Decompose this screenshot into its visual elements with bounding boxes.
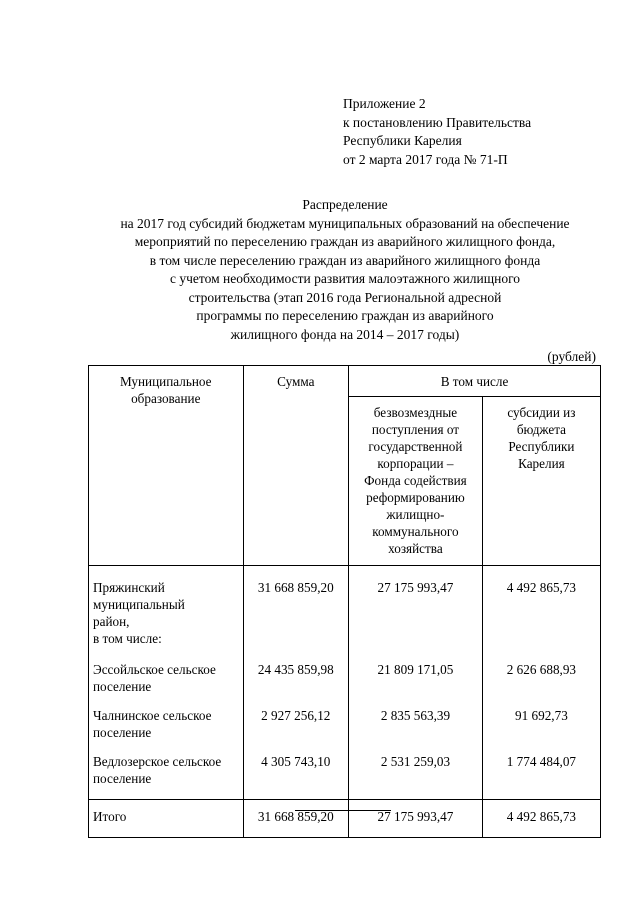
budget-cell — [482, 566, 600, 800]
row-budget: 1 774 484,07 — [506, 754, 577, 769]
header-municipality: Муниципальное образование — [89, 366, 244, 566]
total-label: Итого — [89, 800, 244, 838]
row-name: Ведлозерское сельское поселение — [93, 754, 222, 786]
row-sum: 31 668 859,20 — [257, 580, 334, 595]
title-line: в том числе переселению граждан из аварийного жилищного фонда — [149, 252, 541, 268]
row-sum: 2 927 256,12 — [261, 708, 331, 723]
appendix-line: Приложение 2 — [343, 96, 426, 111]
row-sum: 24 435 859,98 — [257, 662, 334, 677]
row-budget: 2 626 688,93 — [506, 662, 577, 677]
table-header-row — [89, 366, 601, 397]
title-line: на 2017 год субсидий бюджетам муниципальных образований на обеспечение — [120, 215, 570, 231]
title-line: с учетом необходимости развития малоэтажного жилищного — [169, 271, 521, 286]
header-fund: безвозмездные поступления от государственной корпорации – Фонда содействия реформированию жилищно- коммунального хозяйства — [349, 397, 483, 566]
row-fund: 27 175 993,47 — [377, 580, 454, 595]
title-line: программы по переселению граждан из аварийного — [196, 308, 494, 323]
row-name: Эссойльское сельское поселение — [93, 662, 216, 694]
appendix-line: к постановлению Правительства — [343, 114, 532, 130]
row-fund: 2 531 259,03 — [380, 754, 451, 769]
row-fund: 21 809 171,05 — [377, 662, 454, 677]
header-including: В том числе — [349, 366, 601, 397]
row-fund: 2 835 563,39 — [380, 708, 451, 723]
municipality-names-cell — [89, 566, 244, 800]
document-title — [90, 196, 600, 344]
appendix-block — [343, 95, 531, 169]
table-row-body — [89, 566, 601, 800]
table-total-row — [89, 800, 601, 838]
unit-label: (рублей) — [547, 349, 596, 364]
row-sum: 4 305 743,10 — [261, 754, 331, 769]
row-name: Чалнинское сельское поселение — [93, 708, 212, 740]
distribution-table — [88, 365, 601, 838]
appendix-line: от 2 марта 2017 года № 71-П — [343, 151, 508, 167]
row-name: Пряжинский муниципальный район, в том числе: — [93, 580, 185, 646]
fund-cell — [349, 566, 483, 800]
title-line: Распределение — [302, 197, 388, 212]
total-sum: 31 668 859,20 — [243, 800, 349, 838]
header-budget: субсидии из бюджета Республики Карелия — [482, 397, 600, 566]
title-line: строительства (этап 2016 года Региональной адресной — [188, 289, 502, 305]
title-line: жилищного фонда на 2014 – 2017 годы) — [230, 326, 460, 342]
footer-divider — [295, 810, 391, 811]
sum-cell — [243, 566, 349, 800]
row-budget: 91 692,73 — [515, 708, 568, 723]
row-budget: 4 492 865,73 — [506, 580, 577, 595]
total-budget: 4 492 865,73 — [482, 800, 600, 838]
appendix-line: Республики Карелия — [343, 133, 462, 148]
title-line: мероприятий по переселению граждан из аварийного жилищного фонда, — [134, 234, 556, 249]
total-fund: 27 175 993,47 — [349, 800, 483, 838]
header-sum: Сумма — [243, 366, 349, 566]
